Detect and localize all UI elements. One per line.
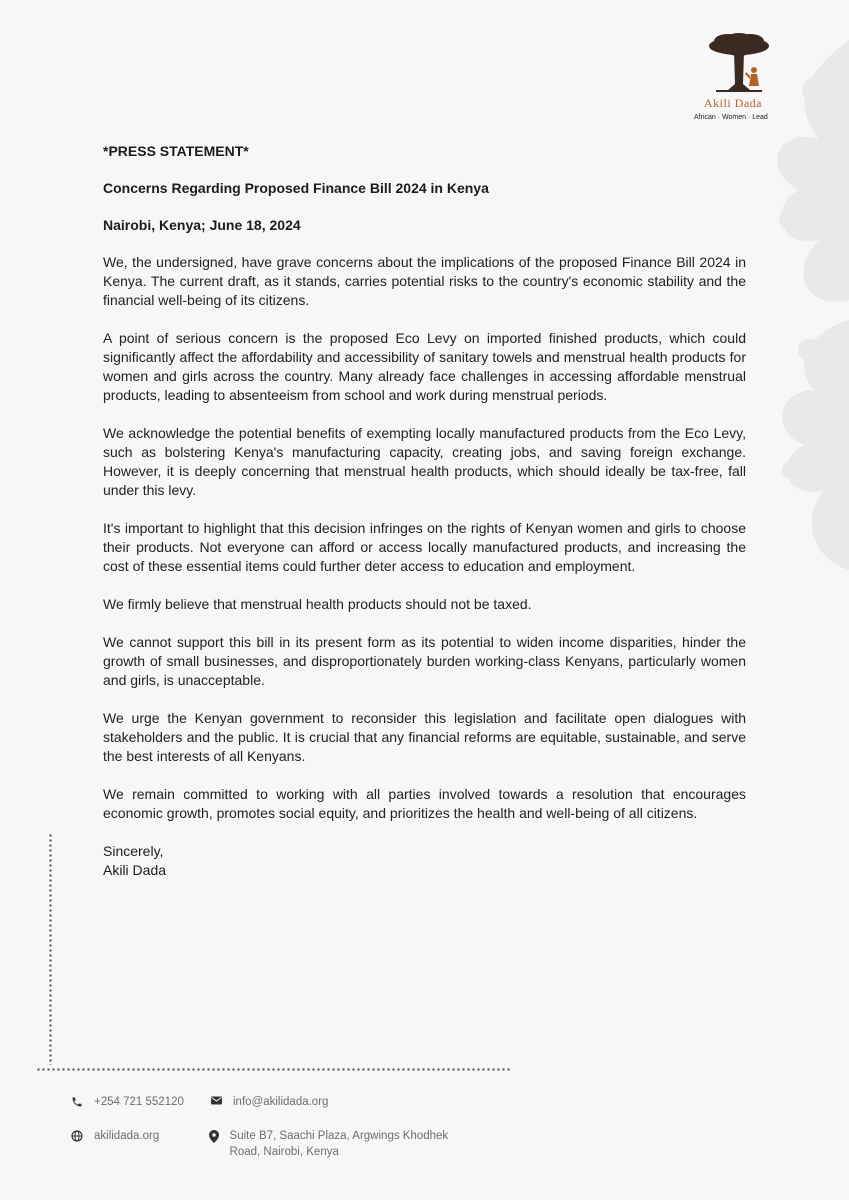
website-url[interactable]: akilidada.org: [94, 1130, 160, 1142]
location-pin-icon: [209, 1128, 220, 1143]
paragraph: A point of serious concern is the proposed Eco Levy on imported finished products, which could significantly affect the affordability and accessibility of sanitary towels and menstrual health products for women and girls across the country. Many already face challenges in accessing affordable menstrual products, leading to absenteeism from school and work during menstrual periods.: [103, 330, 746, 403]
footer-phone: [70, 1094, 184, 1110]
footer-email: [209, 1094, 328, 1110]
paragraph: We acknowledge the potential benefits of exempting locally manufactured products from the Eco Levy, such as bolstering Kenya's manufacturing capacity, creating jobs, and saving foreign exchange. However, it is deeply concerning that menstrual health products, which should ideally be tax-free, fall under this levy.: [103, 425, 746, 498]
akili-dada-logo: [694, 32, 786, 121]
paragraph: We remain committed to working with all parties involved towards a resolution that encourages economic growth, promotes social equity, and prioritizes the health and well-being of all citizens.: [103, 786, 746, 821]
mail-icon: [209, 1094, 223, 1105]
footer-address: [209, 1128, 479, 1160]
phone-number[interactable]: +254 721 552120: [94, 1096, 184, 1108]
dotted-divider-vertical: [49, 833, 52, 1065]
statement-label: *PRESS STATEMENT*: [103, 143, 249, 159]
email-address[interactable]: info@akilidada.org: [233, 1096, 329, 1108]
brand-name: Akili Dada: [704, 96, 762, 110]
brand-tagline: African · Women · Lead: [694, 114, 768, 121]
closing-salutation: Sincerely,: [103, 843, 164, 859]
press-statement-body: [103, 142, 746, 880]
paragraph: We, the undersigned, have grave concerns about the implications of the proposed Finance Bill 2024 in Kenya. The current draft, as it stands, carries potential risks to the country's economic stability and the financial well-being of its citizens.: [103, 254, 746, 308]
paragraph: It's important to highlight that this decision infringes on the rights of Kenyan women and girls to choose their products. Not everyone can afford or access locally manufactured products, and increasing the cost of these essential items could further deter access to education and employment.: [103, 520, 746, 574]
paragraph: We firmly believe that menstrual health products should not be taxed.: [103, 596, 532, 612]
dotted-divider-horizontal: [36, 1068, 510, 1071]
tree-logo-icon: [706, 32, 772, 94]
signature: Akili Dada: [103, 862, 167, 878]
globe-icon: [70, 1128, 84, 1142]
phone-icon: [70, 1094, 84, 1108]
paragraph: We cannot support this bill in its present form as its potential to widen income disparities, hinder the growth of small businesses, and disproportionately burden working-class Kenyans, particularly women and girls, is unacceptable.: [103, 634, 746, 688]
footer-website: [70, 1128, 159, 1144]
statement-title: Concerns Regarding Proposed Finance Bill 2024 in Kenya: [103, 180, 489, 196]
street-address: Suite B7, Saachi Plaza, Argwings Khodhek Road, Nairobi, Kenya: [229, 1130, 449, 1158]
statement-dateline: Nairobi, Kenya; June 18, 2024: [103, 217, 301, 233]
paragraph: We urge the Kenyan government to reconsider this legislation and facilitate open dialogues with stakeholders and the public. It is crucial that any financial reforms are equitable, sustainable, and serve the best interests of all Kenyans.: [103, 710, 746, 764]
